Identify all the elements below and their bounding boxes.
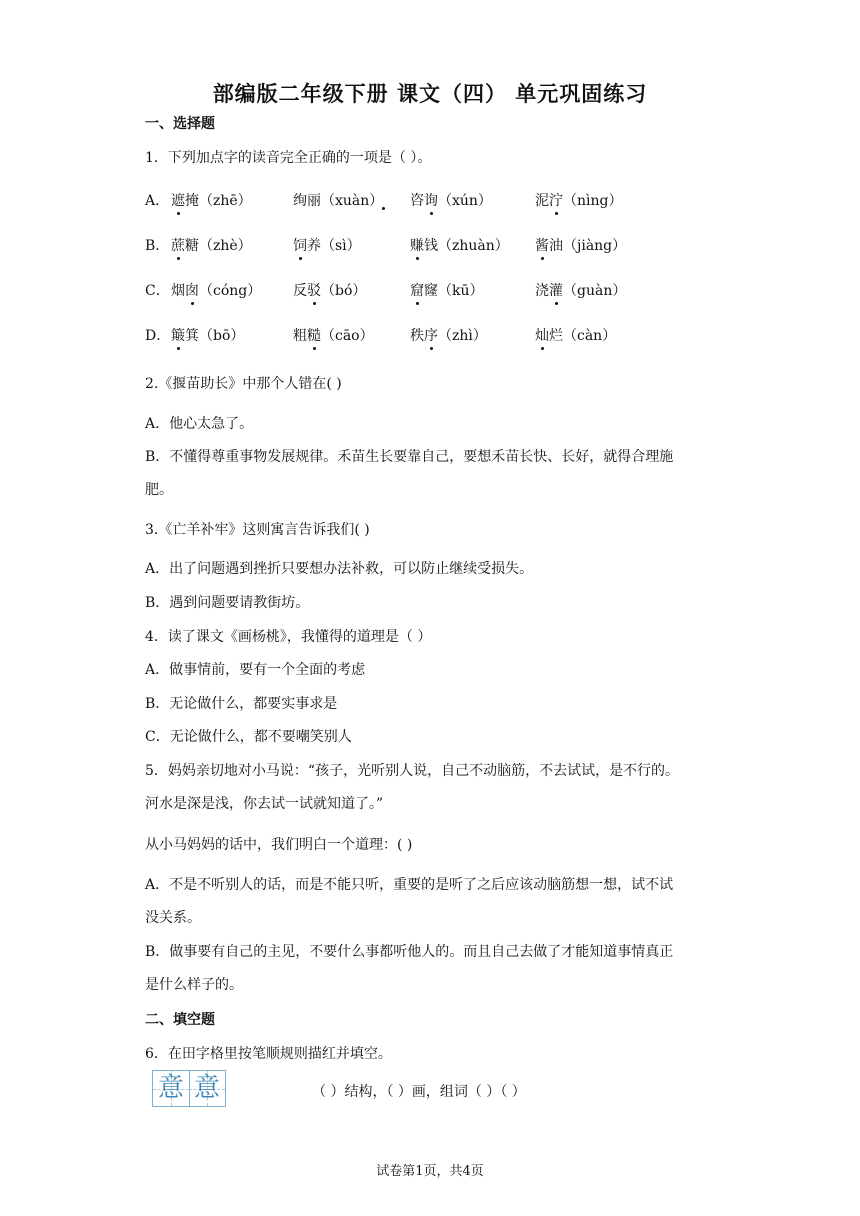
dotted-char: 酱 — [535, 235, 549, 255]
dotted-char: 泞 — [549, 190, 563, 210]
q1-option-label: B． — [145, 238, 170, 254]
q5-stem: 5．妈妈亲切地对小马说：“孩子，光听别人说，自己不动脑筋，不去试试，是不行的。 — [145, 763, 680, 779]
dotted-char: 灌 — [549, 280, 563, 300]
q3-option-b: B．遇到问题要请教街坊。 — [145, 595, 310, 611]
q4-option-a: A．做事情前，要有一个全面的考虑 — [145, 662, 366, 678]
word-text: （nìng） — [563, 193, 623, 209]
dotted-char: 灿 — [535, 325, 549, 345]
dotted-char: 遮 — [171, 190, 185, 210]
word-text: （xún） — [438, 193, 492, 209]
q3-option-a: A．出了问题遇到挫折只要想办法补救，可以防止继续受损失。 — [145, 561, 534, 577]
dotted-char: 糙 — [307, 325, 321, 345]
q3-stem: 3.《亡羊补牢》这则寓言告诉我们( ) — [145, 522, 370, 538]
dotted-char: 序 — [424, 325, 438, 345]
word-text: 秩 — [410, 328, 424, 344]
dotted-char: 窟 — [410, 280, 424, 300]
dotted-char: 蔗 — [171, 235, 185, 255]
word-text: （zhì） — [438, 328, 487, 344]
word-text: （guàn） — [563, 283, 627, 299]
q2-option-a: A．他心太急了。 — [145, 416, 254, 432]
word-text: （bó） — [321, 283, 367, 299]
q6-stem: 6．在田字格里按笔顺规则描红并填空。 — [145, 1046, 392, 1062]
word-text: 反 — [293, 283, 307, 299]
q6-fill-blanks: （ ）结构，（ ）画，组词（ ）（ ） — [312, 1084, 526, 1100]
word-text: 钱（zhuàn） — [424, 238, 509, 254]
q4-option-b: B．无论做什么，都要实事求是 — [145, 696, 338, 712]
dotted-char: 赚 — [410, 235, 424, 255]
q5-question: 从小马妈妈的话中，我们明白一个道理：( ) — [145, 837, 413, 853]
q1-option-word — [293, 190, 383, 210]
q1-option-word — [535, 190, 622, 210]
word-text: 掩（zhē） — [185, 193, 252, 209]
page-title: 部编版二年级下册 课文（四） 单元巩固练习 — [212, 82, 648, 106]
dotted-char: 驳 — [307, 280, 321, 300]
dotted-char: 饲 — [293, 235, 307, 255]
q2-stem: 2.《揠苗助长》中那个人错在( ) — [145, 376, 342, 392]
q1-option-word — [171, 190, 252, 210]
tianzige-grid — [152, 1070, 226, 1107]
word-text: （cóng） — [199, 283, 262, 299]
q2-option-b: B．不懂得尊重事物发展规律。禾苗生长要靠自己，要想禾苗长快、长好，就得合理施 — [145, 449, 674, 465]
q5-stem-cont: 河水是深是浅，你去试一试就知道了。” — [145, 796, 384, 812]
word-text: 绚丽（xuàn） — [293, 193, 384, 209]
word-text: （cāo） — [321, 328, 374, 344]
q1-option-word — [171, 325, 244, 345]
word-text: 咨 — [410, 193, 424, 209]
q4-stem: 4．读了课文《画杨桃》，我懂得的道理是（ ） — [145, 629, 432, 645]
q1-option-label: A． — [145, 193, 170, 209]
q1-option-word — [410, 325, 487, 345]
word-text: 烂（càn） — [549, 328, 617, 344]
q1-option-word — [293, 235, 361, 255]
q1-option-label: D． — [145, 328, 171, 344]
q1-option-word — [171, 235, 252, 255]
q1-option-word — [535, 280, 626, 300]
q5-option-a: A．不是不听别人的话，而是不能只听，重要的是听了之后应该动脑筋想一想，试不试 — [145, 877, 674, 893]
word-text: 浇 — [535, 283, 549, 299]
q1-option-word — [410, 235, 509, 255]
word-text: 泥 — [535, 193, 549, 209]
q1-option-word — [535, 235, 626, 255]
grid-char: 意 — [193, 1073, 220, 1103]
word-text: 窿（kū） — [424, 283, 484, 299]
word-text: 糖（zhè） — [185, 238, 252, 254]
q4-option-c: C．无论做什么，都不要嘲笑别人 — [145, 729, 352, 745]
word-text: 养（sì） — [307, 238, 361, 254]
word-text: 烟 — [171, 283, 185, 299]
q1-option-word — [535, 325, 616, 345]
dotted-char: 簸 — [171, 325, 185, 345]
page-footer: 试卷第1页，共4页 — [376, 1164, 484, 1179]
q1-option-word — [293, 280, 366, 300]
section-choice-heading: 一、选择题 — [145, 116, 215, 132]
q1-option-word — [410, 280, 484, 300]
q5-option-a-cont: 没关系。 — [145, 910, 201, 926]
q5-option-b-cont: 是什么样子的。 — [145, 977, 243, 993]
q1-stem: 1．下列加点字的读音完全正确的一项是（ ）。 — [145, 150, 432, 166]
q5-option-b: B．做事要有自己的主见，不要什么事都听他人的。而且自己去做了才能知道事情真正 — [145, 944, 674, 960]
q1-option-word — [410, 190, 492, 210]
grid-char: 意 — [157, 1073, 184, 1103]
q1-option-word — [293, 325, 374, 345]
section-fill-heading: 二、填空题 — [145, 1012, 215, 1028]
dotted-char: 询 — [424, 190, 438, 210]
q2-option-b-cont: 肥。 — [145, 482, 173, 498]
q1-option-label: C． — [145, 283, 170, 299]
word-text: 粗 — [293, 328, 307, 344]
dotted-char: 囱 — [185, 280, 199, 300]
q1-option-word — [171, 280, 261, 300]
word-text: 油（jiàng） — [549, 238, 627, 254]
word-text: 箕（bō） — [185, 328, 245, 344]
